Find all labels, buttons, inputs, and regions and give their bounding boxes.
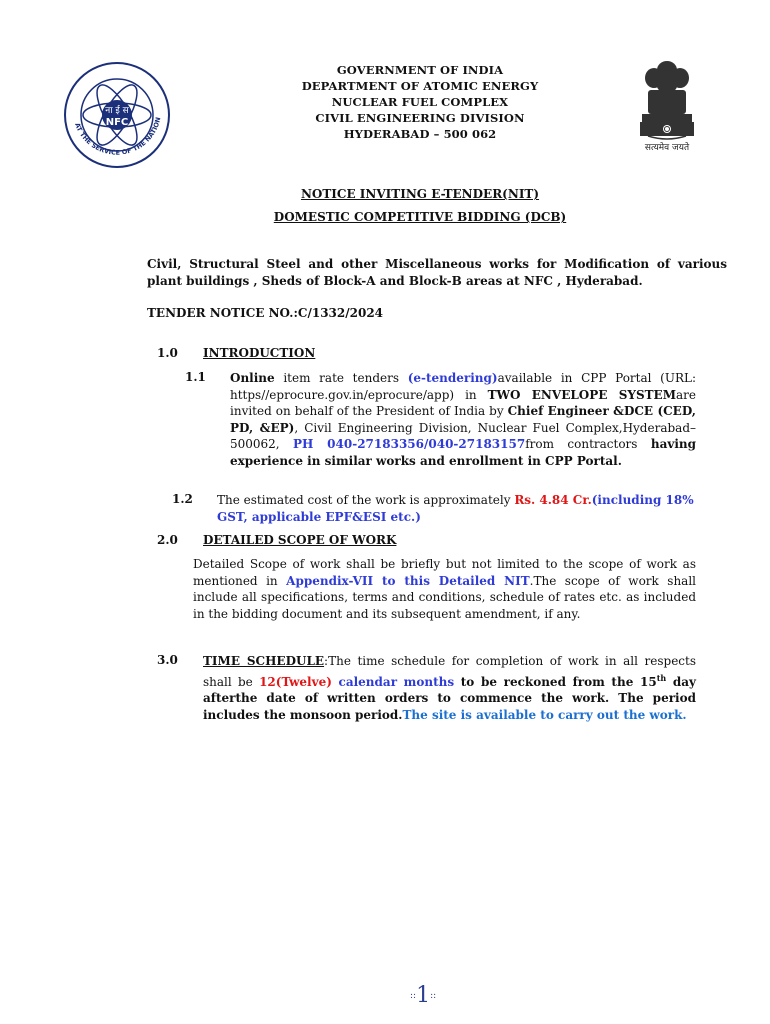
text-span: from contractors (525, 437, 651, 451)
header-line-5: HYDERABAD – 500 062 (343, 127, 497, 141)
page-dots-left: :: (410, 991, 417, 1001)
site-availability: The site is available to carry out the work. (402, 707, 687, 722)
page-dots-right: :: (430, 991, 437, 1001)
national-emblem (628, 52, 706, 152)
text-span: item rate tenders (274, 371, 408, 385)
header-line-3: NUCLEAR FUEL COMPLEX (331, 95, 509, 109)
header-line-1: GOVERNMENT OF INDIA (336, 63, 504, 77)
text-span: to be reckoned from the 15 (454, 674, 657, 689)
chief-engineer-text: Chief Engineer &DCE (CED, PD, &EP) (230, 404, 696, 435)
text-span: .The scope of work shall include all specifications, terms and conditions, schedule of rates etc. as included in the bidding document and its subsequent amendment, if any. (193, 573, 696, 621)
section-1-number: 1.0 (157, 346, 178, 360)
header-line-2: DEPARTMENT OF ATOMIC ENERGY (301, 79, 539, 93)
duration-months: 12(Twelve) (259, 674, 332, 689)
calendar-months: calendar months (331, 674, 455, 689)
estimated-cost: Rs. 4.84 Cr. (514, 493, 592, 507)
phone-numbers: PH 040-27183356/040-27183157 (293, 437, 526, 451)
online-text: Online (230, 371, 275, 385)
text-span: day afterthe date of written orders to commence the work (203, 674, 696, 705)
header-line-4: CIVIL ENGINEERING DIVISION (315, 111, 525, 125)
cost-inclusions: (including 18% GST, applicable EPF&ESI etc.) (217, 493, 694, 524)
section-3-heading: TIME SCHEDULE (203, 654, 325, 668)
experience-text: having experience in similar works and enrollment in CPP Portal. (230, 437, 696, 468)
section-2-heading: DETAILED SCOPE OF WORK (203, 533, 397, 547)
section-1-2-paragraph (217, 492, 699, 525)
emblem-caption: सत्यमेव जयते (644, 143, 690, 153)
section-3-number: 3.0 (157, 653, 178, 667)
text-span: available in CPP Portal (URL: https//eprocure.gov.in/eprocure/app) in (230, 371, 696, 402)
office-header (250, 62, 590, 142)
text-span: . The period includes the monsoon period. (203, 691, 696, 722)
text-span: :The time schedule for completion of work in all respects shall be (203, 654, 696, 689)
text-span: are invited on behalf of the President of India by (230, 387, 696, 418)
nfc-logo-ring-text: AT THE SERVICE OF THE NATION (73, 116, 163, 157)
section-1-1-number: 1.1 (185, 370, 206, 384)
text-span: , Civil Engineering Division, Nuclear Fuel Complex,Hyderabad–500062, (230, 420, 697, 451)
appendix-reference: Appendix-VII to this Detailed NIT (286, 573, 530, 588)
nit-title: NOTICE INVITING E-TENDER(NIT) (300, 187, 540, 201)
page-number-value: 1 (416, 983, 431, 1008)
section-1-heading: INTRODUCTION (203, 346, 316, 360)
nfc-logo (62, 60, 172, 170)
text-span: Detailed Scope of work shall be briefly but not limited to the scope of work as mentioned in (193, 557, 696, 588)
text-span: The estimated cost of the work is approximately (217, 493, 515, 507)
nfc-logo-hindi: ना ई स (105, 106, 129, 116)
section-3-paragraph (203, 653, 696, 723)
e-tendering-text: (e-tendering) (407, 371, 498, 385)
dcb-title: DOMESTIC COMPETITIVE BIDDING (DCB) (273, 210, 567, 224)
section-1-1-paragraph (230, 370, 696, 469)
two-envelope-text: TWO ENVELOPE SYSTEM (487, 387, 676, 402)
section-1-2-number: 1.2 (172, 492, 193, 506)
page-number (410, 983, 436, 1008)
nfc-logo-text: NFC (105, 117, 129, 128)
tender-notice-number: TENDER NOTICE NO.:C/1332/2024 (147, 306, 384, 320)
section-2-paragraph (193, 556, 696, 622)
work-description: Civil, Structural Steel and other Miscellaneous works for Modification of various plant buildings , Sheds of Block-A and Block-B areas at NFC , Hyderabad. (147, 257, 727, 288)
superscript: th (656, 672, 667, 683)
section-2-number: 2.0 (157, 533, 178, 547)
